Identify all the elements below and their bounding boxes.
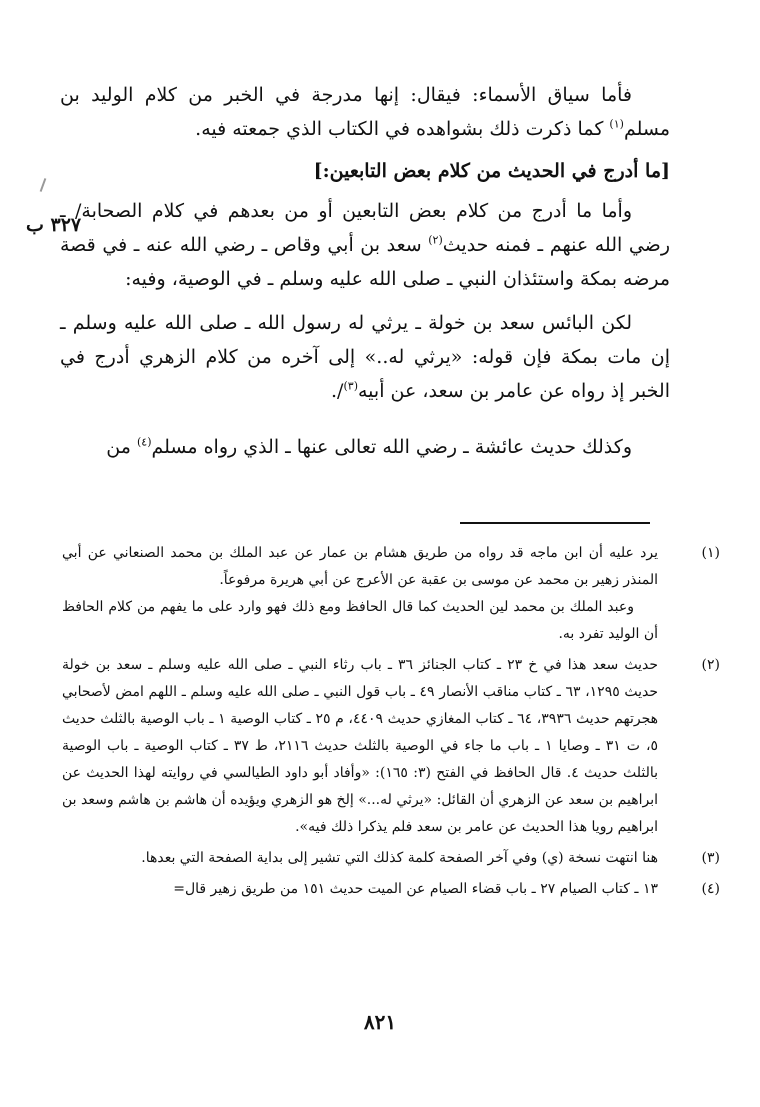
paragraph-3: لكن البائس سعد بن خولة ـ يرثي له رسول الله ـ صلى الله عليه وسلم ـ إن مات بمكة فإن قوله: «يرثي له..» إلى آخره من كلام الزهري أدرج في الخبر إذ رواه عن عامر بن سعد، عن أبيه$^{(٣)}$/. xyxy=(60,312,670,402)
paragraph-1: فأما سياق الأسماء: فيقال: إنها مدرجة في الخبر من كلام الوليد بن مسلم$^{(١)}$ كما ذكرت ذلك بشواهده في الكتاب الذي جمعته فيه. xyxy=(60,84,670,140)
paragraph-2: وأما ما أدرج من كلام بعض التابعين أو من بعدهم في كلام الصحابة/ ـ رضي الله عنهم ـ فمنه حديث$^{(٢)}$ سعد بن أبي وقاص ـ رضي الله عنه ـ في قصة مرضه بمكة واستئذان النبي ـ صلى الله عليه وسلم ـ في الوصية، وفيه: xyxy=(60,200,670,290)
footnote-number: (٤) xyxy=(701,881,720,897)
footnote-text: يرد عليه أن ابن ماجه قد رواه من طريق هشام بن عمار عن عبد الملك بن محمد الصنعاني عن أبي المنذر زهير بن محمد عن موسى بن عقبة عن الأعرج عن أبي هريرة مرفوعاً. xyxy=(62,545,658,588)
footnote-4 xyxy=(62,876,720,903)
page-number: ٨٢١ xyxy=(363,1010,397,1034)
section-heading: [ما أدرج في الحديث من كلام بعض التابعين:] xyxy=(313,160,670,182)
footnotes xyxy=(62,540,720,907)
margin-mark xyxy=(40,178,47,192)
footnote-text: ١٣ ـ كتاب الصيام ٢٧ ـ باب قضاء الصيام عن الميت حديث ١٥١ من طريق زهير قال= xyxy=(173,881,658,897)
footnote-number: (٣) xyxy=(701,850,720,866)
footnote-ref-1[interactable]: (١) xyxy=(609,117,624,131)
paragraph-4: وكذلك حديث عائشة ـ رضي الله تعالى عنها ـ الذي رواه مسلم$^{(٤)}$ من xyxy=(106,435,632,458)
manuscript-folio-ref: ٣٢٧ ب xyxy=(26,214,82,236)
footnote-2 xyxy=(62,652,720,841)
footnote-ref-2[interactable]: (٢) xyxy=(428,233,443,247)
footnote-number: (١) xyxy=(701,545,720,561)
footnote-1 xyxy=(62,540,720,648)
footnote-ref-4[interactable]: (٤) xyxy=(136,435,152,449)
footnote-text: وعبد الملك بن محمد لين الحديث كما قال الحافظ ومع ذلك فهو وارد على ما يفهم من كلام الحافظ أن الوليد تفرد به. xyxy=(62,599,658,642)
footnote-ref-3[interactable]: (٣) xyxy=(343,379,358,393)
footnote-separator xyxy=(460,522,650,524)
footnote-3 xyxy=(62,845,720,872)
main-text xyxy=(60,78,670,464)
footnote-number: (٢) xyxy=(701,657,720,673)
footnote-text: هنا انتهت نسخة (ي) وفي آخر الصفحة كلمة كذلك التي تشير إلى بداية الصفحة التي بعدها. xyxy=(141,850,658,866)
footnote-text: حديث سعد هذا في خ ٢٣ ـ كتاب الجنائز ٣٦ ـ باب رثاء النبي ـ صلى الله عليه وسلم ـ سعد بن خولة حديث ١٢٩٥، ٦٣ ـ كتاب مناقب الأنصار ٤٩ ـ باب قول النبي ـ صلى الله عليه وسلم ـ اللهم امض لأصحابي هجرتهم حديث ٣٩٣٦، ٦٤ ـ كتاب المغازي حديث ٤٤٠٩، م ٢٥ ـ كتاب الوصية ١ ـ باب الوصية بالثلث حديث ٥، ت ٣١ ـ وصايا ١ ـ باب ما جاء في الوصية بالثلث حديث ٢١١٦، ط ٣٧ ـ كتاب الوصية ـ باب الوصية بالثلث حديث ٤. قال الحافظ في الفتح (٣: ١٦٥): «وأفاد أبو داود الطيالسي في روايته لهذا الحديث عن ابراهيم بن سعد عن الزهري أن القائل: «يرثي له...» إلخ هو الزهري ويؤيده أن هاشم بن هاشم وسعد بن ابراهيم رويا هذا الحديث عن عامر بن سعد فلم يذكرا ذلك فيه». xyxy=(62,657,659,835)
